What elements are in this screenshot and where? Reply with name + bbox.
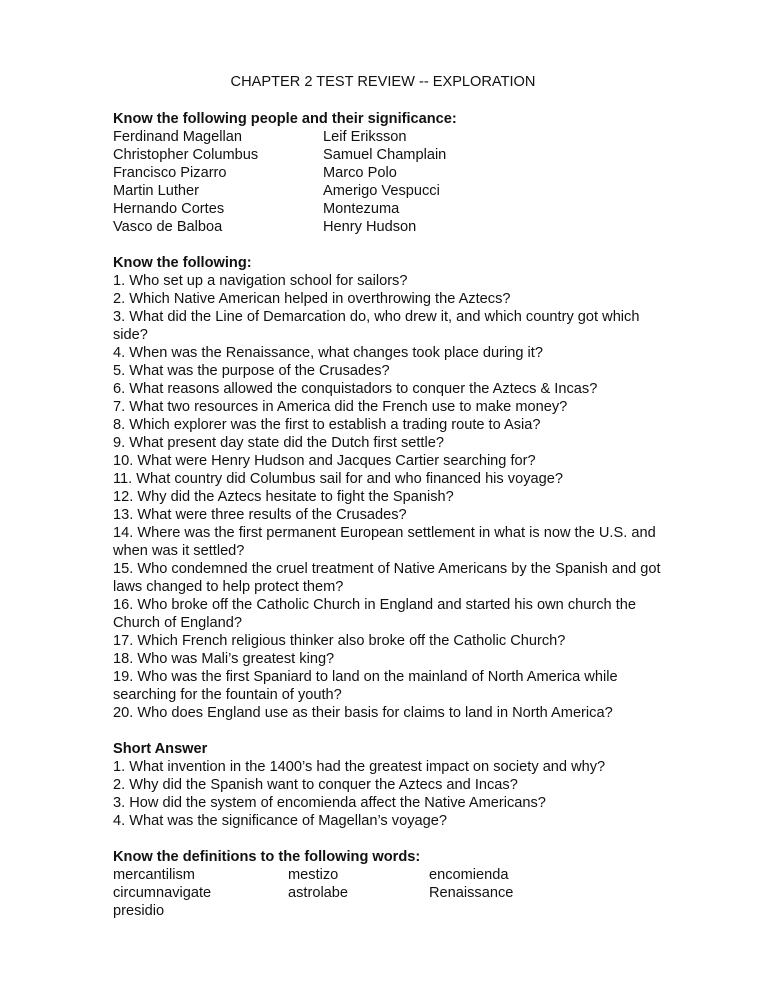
question-item: 2. Which Native American helped in overthrowing the Aztecs? [113,291,511,307]
spacer [113,722,673,740]
definitions-heading: Know the definitions to the following words: [113,849,421,865]
spacer [113,830,673,848]
question-item: 17. Which French religious thinker also broke off the Catholic Church? [113,633,566,649]
question-item: 20. Who does England use as their basis for claims to land in North America? [113,705,613,721]
definitions-word-list [113,866,673,920]
question-item: 16. Who broke off the Catholic Church in England and started his own church the Church of England? [113,597,636,631]
short-answer-item: 2. Why did the Spanish want to conquer the Aztecs and Incas? [113,777,518,793]
question-item: 15. Who condemned the cruel treatment of Native Americans by the Spanish and got laws changed to help protect them? [113,561,661,595]
vocab-word: encomienda [429,867,509,883]
question-item: 10. What were Henry Hudson and Jacques Cartier searching for? [113,453,536,469]
person-name: Hernando Cortes [113,201,225,217]
short-answer-item: 3. How did the system of encomienda affect the Native Americans? [113,795,546,811]
vocab-word: Renaissance [429,885,514,901]
vocab-word: presidio [113,903,165,919]
short-answer-heading: Short Answer [113,741,208,757]
person-name: Vasco de Balboa [113,219,223,235]
person-name: Leif Eriksson [323,129,407,145]
page-title: CHAPTER 2 TEST REVIEW -- EXPLORATION [230,74,536,90]
vocab-word: astrolabe [288,885,349,901]
question-item: 5. What was the purpose of the Crusades? [113,363,390,379]
person-name: Samuel Champlain [323,147,447,163]
person-name: Martin Luther [113,183,199,199]
question-item: 7. What two resources in America did the French use to make money? [113,399,568,415]
question-item: 6. What reasons allowed the conquistadors to conquer the Aztecs & Incas? [113,381,598,397]
know-heading: Know the following: [113,255,252,271]
question-item: 9. What present day state did the Dutch first settle? [113,435,444,451]
person-name: Francisco Pizarro [113,165,227,181]
person-name: Montezuma [323,201,400,217]
question-item: 4. When was the Renaissance, what changes took place during it? [113,345,543,361]
person-name: Ferdinand Magellan [113,129,242,145]
vocab-word: mestizo [288,867,339,883]
spacer [113,236,673,254]
question-item: 1. Who set up a navigation school for sailors? [113,273,408,289]
question-item: 11. What country did Columbus sail for and who financed his voyage? [113,471,563,487]
question-item: 14. Where was the first permanent European settlement in what is now the U.S. and when was it settled? [113,525,656,559]
document-page [113,73,673,920]
question-item: 12. Why did the Aztecs hesitate to fight the Spanish? [113,489,454,505]
people-heading: Know the following people and their significance: [113,111,457,127]
short-answer-item: 4. What was the significance of Magellan’s voyage? [113,813,447,829]
question-item: 19. Who was the first Spaniard to land on the mainland of North America while searching for the fountain of youth? [113,669,618,703]
short-answer-list [113,758,673,830]
question-item: 8. Which explorer was the first to establish a trading route to Asia? [113,417,541,433]
short-answer-item: 1. What invention in the 1400’s had the greatest impact on society and why? [113,759,606,775]
question-item: 13. What were three results of the Crusades? [113,507,407,523]
question-item: 18. Who was Mali’s greatest king? [113,651,335,667]
people-list [113,128,673,236]
vocab-word: circumnavigate [113,885,212,901]
person-name: Henry Hudson [323,219,417,235]
person-name: Marco Polo [323,165,397,181]
person-name: Christopher Columbus [113,147,259,163]
vocab-word: mercantilism [113,867,195,883]
question-item: 3. What did the Line of Demarcation do, who drew it, and which country got which side? [113,309,640,343]
person-name: Amerigo Vespucci [323,183,440,199]
know-question-list [113,272,673,722]
